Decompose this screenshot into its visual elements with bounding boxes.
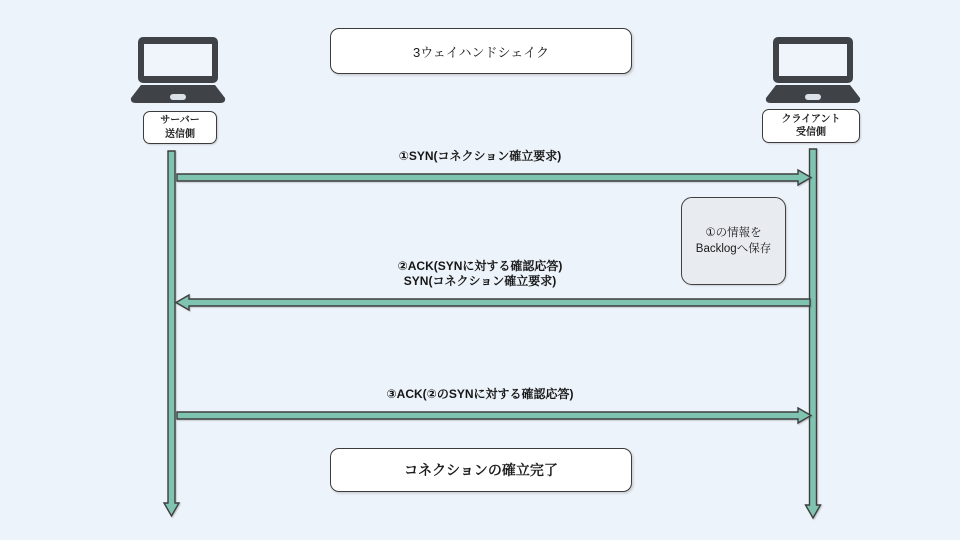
server-lifeline-arrow [164,151,179,516]
server-role: 送信側 [165,128,195,140]
client-laptop-icon [765,37,861,105]
client-lifeline-arrow [806,149,821,518]
title-box [330,28,632,74]
backlog-note-line1: ①の情報を [705,226,762,239]
ack-syn-arrow [176,295,810,310]
ack-syn-message-line2: SYN(コネクション確立要求) [403,274,557,288]
syn-message-label: ①SYN(コネクション確立要求) [398,149,562,163]
ack-arrow [177,408,811,423]
server-laptop-icon [130,37,226,105]
client-name: クライアント [781,113,841,125]
client-label-box [762,109,860,143]
ack-message-label: ③ACK(②のSYNに対する確認応答) [386,387,574,401]
client-role: 受信側 [796,127,826,138]
server-name: サーバー [160,115,200,126]
ack-syn-message-line1: ②ACK(SYNに対する確認応答) [397,259,563,273]
syn-arrow [177,170,811,185]
backlog-note-line2: Backlogへ保存 [695,243,772,255]
completion-text: コネクションの確立完了 [404,462,558,478]
backlog-note-box [681,197,786,285]
completion-box [330,448,632,492]
server-label-box [143,111,217,144]
diagram-title: 3ウェイハンドシェイク [413,44,549,60]
